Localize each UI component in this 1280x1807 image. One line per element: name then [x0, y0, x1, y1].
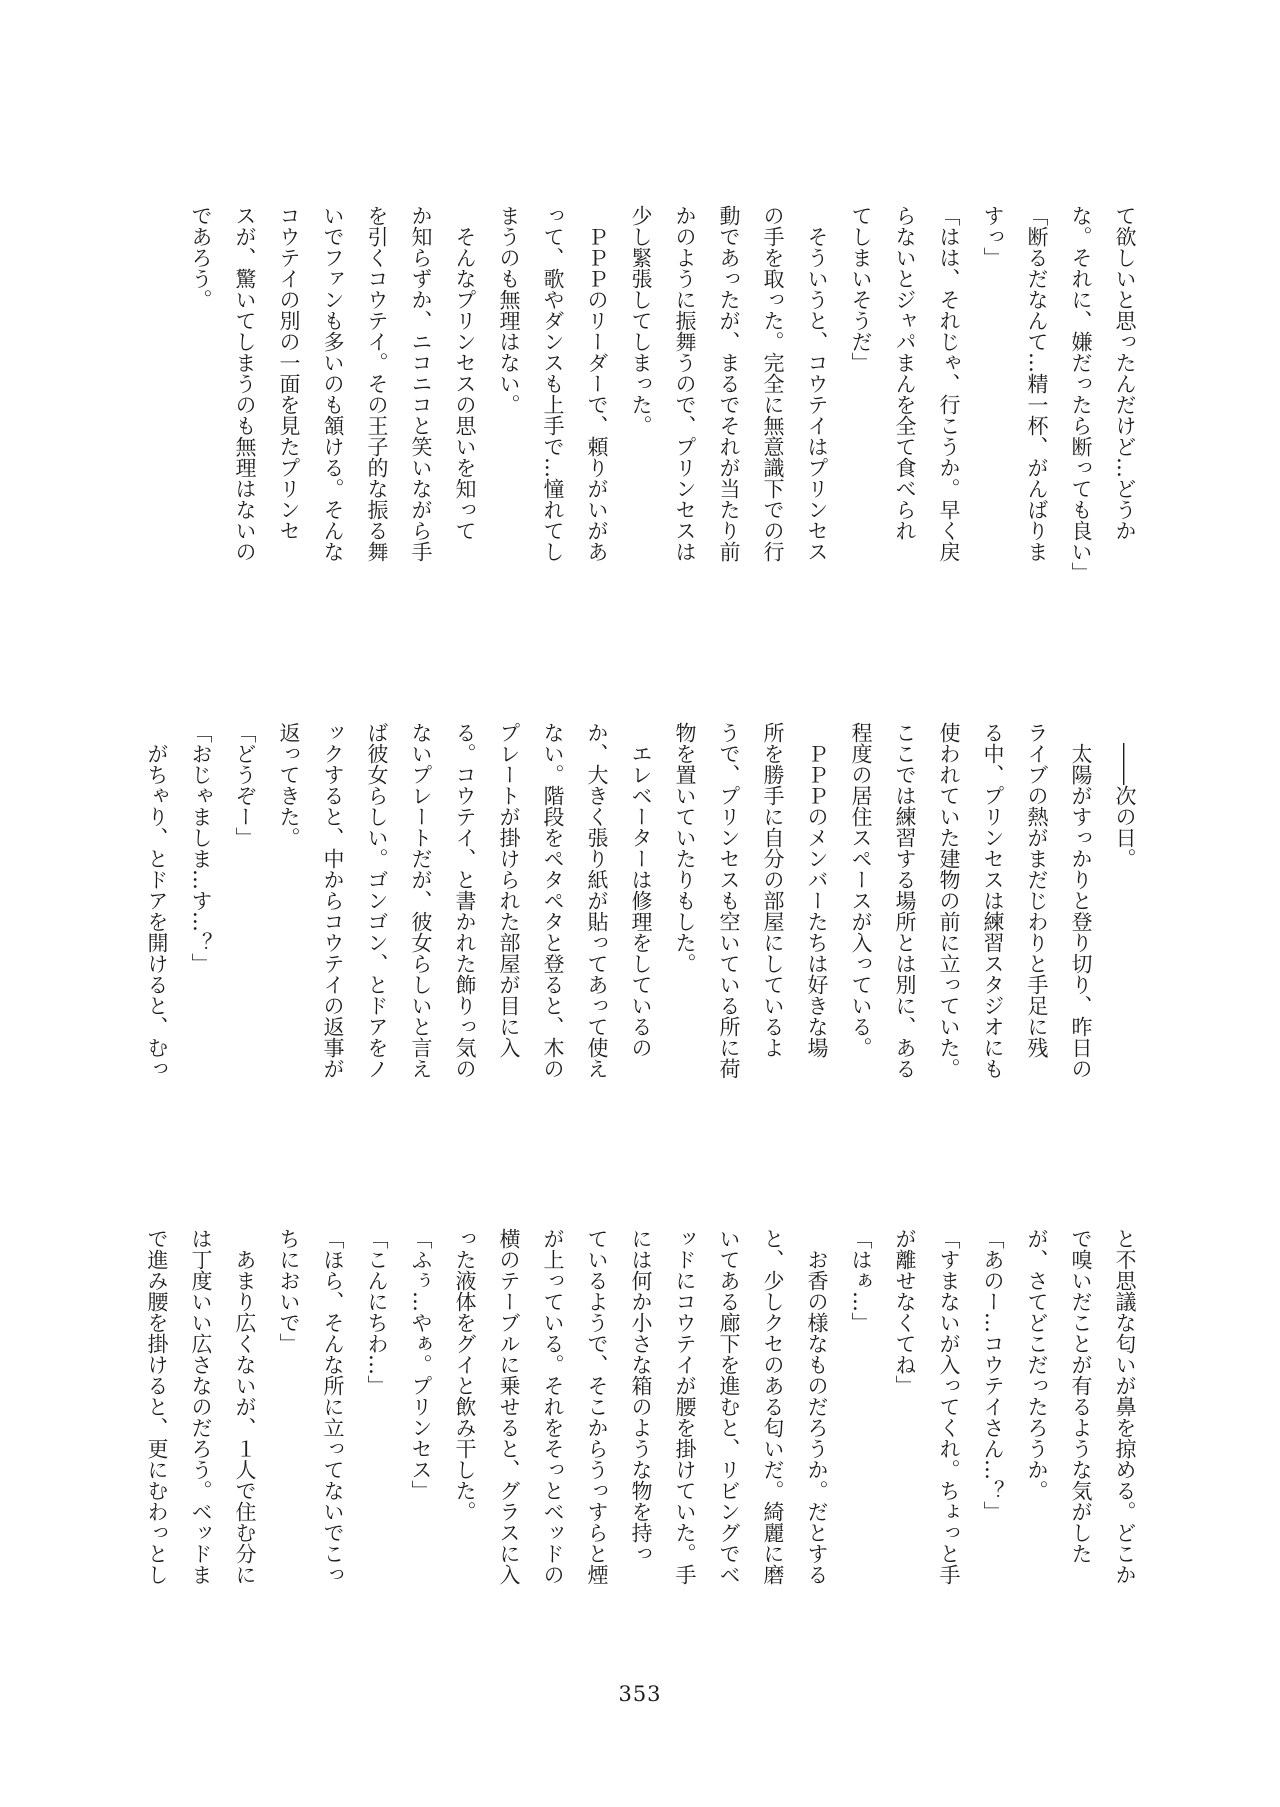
text-line: プレートが掛けられた部屋が目に入	[497, 722, 521, 1058]
text-line: ない。階段をペタペタと登ると、木の	[541, 722, 565, 1079]
text-line: ックすると、中からコウテイの返事が	[321, 722, 345, 1079]
text-line: ＰＰＰのリーダーで、頼りがいがあ	[585, 205, 609, 562]
text-line: 使われていた建物の前に立っていた。	[937, 722, 961, 1079]
text-line: 「ふぅ…やぁ。プリンセス」	[409, 1228, 433, 1501]
text-line: 所を勝手に自分の部屋にしているよ	[761, 722, 785, 1058]
text-line: ッドにコウテイが腰を掛けていた。手	[673, 1228, 697, 1585]
text-line: 「あのー…コウテイさん…？」	[981, 1228, 1005, 1522]
text-band-middle	[135, 722, 1147, 1170]
text-line: 「はぁ…」	[849, 1228, 873, 1333]
text-line: らないとジャパまんを全て食べられ	[893, 205, 917, 541]
text-line: ないプレートだが、彼女らしいと言え	[409, 722, 433, 1079]
text-line: 動であったが、まるでそれが当たり前	[717, 205, 741, 562]
text-line: は丁度いい広さなのだろう。ベッドま	[189, 1228, 213, 1585]
text-line: いでファンも多いのも頷ける。そんな	[321, 205, 345, 562]
text-line: エレベーターは修理をしているの	[629, 722, 653, 1058]
text-line: いてある廊下を進むと、リビングでベ	[717, 1228, 741, 1585]
text-line: 少し緊張してしまった。	[629, 205, 653, 436]
text-line: の手を取った。完全に無意識下での行	[761, 205, 785, 562]
text-band-bottom	[135, 1228, 1147, 1676]
text-line: る。コウテイ、と書かれた飾りっ気の	[453, 722, 477, 1079]
text-line: ＰＰＰのメンバーたちは好きな場	[805, 722, 829, 1058]
text-line: 物を置いていたりもした。	[673, 722, 697, 974]
text-line: お香の様なものだろうか。だとする	[805, 1228, 829, 1585]
text-line: を引くコウテイ。その王子的な振る舞	[365, 205, 389, 562]
text-line: かのように振舞うので、プリンセスは	[673, 205, 697, 562]
text-line: には何か小さな箱のような物を持っ	[629, 1228, 653, 1564]
text-line: で嗅いだことが有るような気がした	[1069, 1228, 1093, 1564]
text-line: と不思議な匂いが鼻を掠める。どこか	[1113, 1228, 1137, 1585]
text-line: スが、驚いてしまうのも無理はないの	[233, 205, 257, 562]
text-line: そんなプリンセスの思いを知って	[453, 205, 477, 541]
text-line: 「おじゃましま…す…？」	[189, 722, 213, 974]
text-line: そういうと、コウテイはプリンセス	[805, 205, 829, 562]
text-line: コウテイの別の一面を見たプリンセ	[277, 205, 301, 541]
text-line: な。それに、嫌だったら断っても良い」	[1069, 205, 1093, 583]
text-line: ここでは練習する場所とは別に、ある	[893, 722, 917, 1079]
text-line: 「はは、それじゃ、行こうか。早く戻	[937, 205, 961, 562]
text-line: で進み腰を掛けると、更にむわっとし	[145, 1228, 169, 1585]
text-line: 「ほら、そんな所に立ってないでこっ	[321, 1228, 345, 1585]
text-line: る中、プリンセスは練習スタジオにも	[981, 722, 1005, 1079]
text-line: 太陽がすっかりと登り切り、昨日の	[1069, 722, 1093, 1079]
text-line: ライブの熱がまだじわりと手足に残	[1025, 722, 1049, 1058]
text-line: 程度の居住スペースが入っている。	[849, 722, 873, 1058]
text-line: が離せなくてね」	[893, 1228, 917, 1396]
text-line: がちゃり、とドアを開けると、むっ	[145, 722, 169, 1079]
text-line: であろう。	[189, 205, 213, 310]
text-line: てしまいそうだ」	[849, 205, 873, 373]
text-line: 「どうぞー」	[233, 722, 257, 848]
text-line: 「断るだなんて…精一杯、がんばりま	[1025, 205, 1049, 562]
text-line: て欲しいと思ったんだけど…どうか	[1113, 205, 1137, 541]
text-line: と、少しクセのある匂いだ。綺麗に磨	[761, 1228, 785, 1585]
text-line: ば彼女らしい。ゴンゴン、とドアをノ	[365, 722, 389, 1079]
text-line: 「すまないが入ってくれ。ちょっと手	[937, 1228, 961, 1585]
text-line: 返ってきた。	[277, 722, 301, 848]
text-line: ているようで、そこからうっすらと煙	[585, 1228, 609, 1585]
text-line: すっ」	[981, 205, 1005, 268]
text-line: か知らずか、ニコニコと笑いながら手	[409, 205, 433, 562]
text-line: が、さてどこだったろうか。	[1025, 1228, 1049, 1501]
text-line: って、歌やダンスも上手で…憧れてし	[541, 205, 565, 562]
text-line: あまり広くないが、１人で住む分に	[233, 1228, 257, 1585]
text-band-top	[179, 205, 1147, 653]
text-line: が上っている。それをそっとベッドの	[541, 1228, 565, 1585]
text-line: か、大きく張り紙が貼ってあって使え	[585, 722, 609, 1079]
text-line: 横のテーブルに乗せると、グラスに入	[497, 1228, 521, 1585]
text-line: ちにおいで」	[277, 1228, 301, 1354]
text-line: ――次の日。	[1113, 722, 1137, 869]
text-line: まうのも無理はない。	[497, 205, 521, 415]
text-line: うで、プリンセスも空いている所に荷	[717, 722, 741, 1079]
text-line: った液体をグイと飲み干した。	[453, 1228, 477, 1522]
page-number: 353	[618, 1682, 662, 1706]
text-line: 「こんにちわ…」	[365, 1228, 389, 1396]
